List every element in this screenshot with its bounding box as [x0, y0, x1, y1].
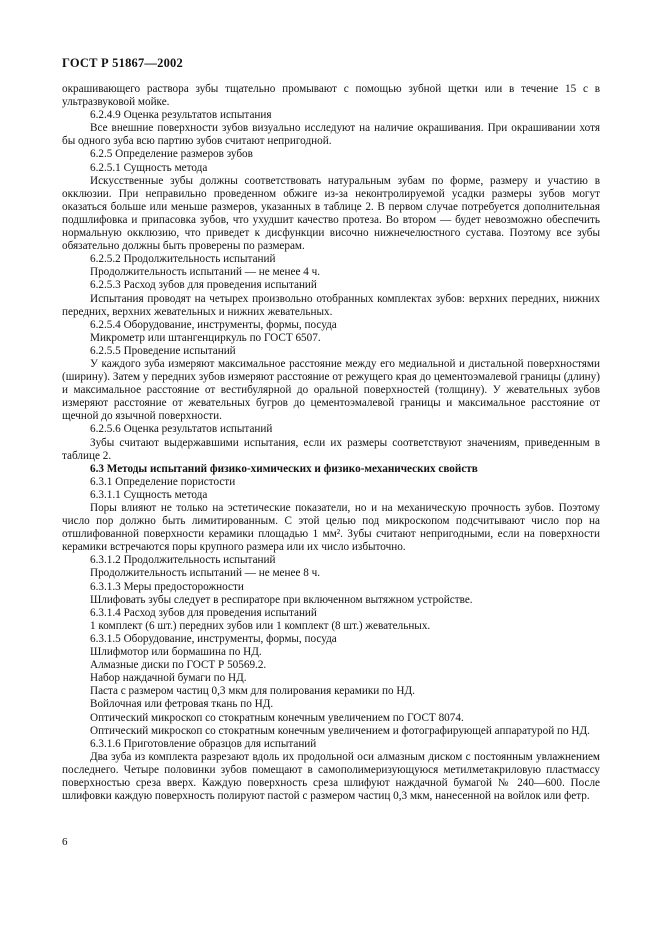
section-heading: 6.3.1.2 Продолжительность испытаний	[90, 554, 276, 567]
section-heading: 6.3.1.1 Сущность метода	[90, 488, 208, 501]
section-heading: 6.2.5.6 Оценка результатов испытаний	[90, 423, 273, 436]
section-heading: 6.2.5 Определение размеров зубов	[90, 148, 253, 161]
section-heading: 6.3.1.6 Приготовление образцов для испытаний	[90, 737, 317, 750]
section-heading: 6.2.5.5 Проведение испытаний	[90, 344, 236, 357]
paragraph: Шлифовать зубы следует в респираторе при включенном вытяжном устройстве.	[90, 593, 473, 606]
section-heading: 6.3.1.3 Меры предосторожности	[90, 580, 244, 593]
paragraph: У каждого зуба измеряют максимальное расстояние между его медиальной и дистальной поверхностями (ширину). Затем у передних зубов измеряют расстояние от режущего края до цементоэмалевой границы (длину) и максимальное расстояние от вестибулярной до оральной поверхностей (толщину). У жевательных зубов измеряют расстояние от жевательных бугров до цементоэмалевой границы и максимальное расстояние от щечной до язычной поверхности.	[62, 357, 600, 423]
document-body	[62, 83, 600, 803]
paragraph: Продолжительность испытаний — не менее 4 ч.	[90, 266, 321, 279]
section-heading: 6.2.5.3 Расход зубов для проведения испытаний	[90, 279, 317, 292]
list-item: Набор наждачной бумаги по НД.	[90, 672, 247, 685]
paragraph: Микрометр или штангенциркуль по ГОСТ 6507.	[90, 331, 321, 344]
section-heading: 6.2.4.9 Оценка результатов испытания	[90, 109, 272, 122]
document-header: ГОСТ Р 51867—2002	[62, 56, 183, 70]
paragraph: Все внешние поверхности зубов визуально исследуют на наличие окрашивания. При окрашивании хотя бы одного зуба всю партию зубов считают непригодной.	[62, 122, 600, 148]
section-heading: 6.2.5.4 Оборудование, инструменты, формы, посуда	[90, 318, 337, 331]
section-heading: 6.3.1.4 Расход зубов для проведения испытаний	[90, 606, 317, 619]
section-heading: 6.3.1.5 Оборудование, инструменты, формы, посуда	[90, 632, 337, 645]
paragraph: 1 комплект (6 шт.) передних зубов или 1 комплект (8 шт.) жевательных.	[90, 619, 431, 632]
paragraph: Испытания проводят на четырех произвольно отобранных комплектах зубов: верхних передних, нижних передних, верхних жевательных и нижних жевательных.	[62, 292, 600, 318]
list-item: Паста с размером частиц 0,3 мкм для полирования керамики по НД.	[90, 685, 415, 698]
paragraph: Искусственные зубы должны соответствовать натуральным зубам по форме, размеру и участию в окклюзии. При неправильно проведенном обжиге из-за неконтролируемой усадки размеры зубов могут оказаться больше или меньше размеров, указанных в таблице 2. В первом случае потребуется дополнительная подшлифовка и припасовка зубов, что ухудшит качество протеза. Во втором — будет невозможно обеспечить нормальную окклюзию, что приведет к дисфункции височно нижнечелюстного сустава. Поэтому все зубы обязательно должны быть проверены по размерам.	[62, 174, 600, 253]
section-heading: 6.2.5.2 Продолжительность испытаний	[90, 253, 276, 266]
paragraph: Поры влияют не только на эстетические показатели, но и на механическую прочность зубов. Поэтому число пор должно быть лимитированным. С этой целью под микроскопом подсчитывают число пор на отшлифованной поверхности керамики площадью 1 мм². Зубы считают непригодными, если на поверхности керамики встречаются поры крупного размера или их число избыточно.	[62, 502, 600, 554]
section-heading: 6.2.5.1 Сущность метода	[90, 161, 208, 174]
page-number: 6	[62, 836, 68, 848]
list-item: Оптический микроскоп со стократным конечным увеличением и фотографирующей аппаратурой по НД.	[90, 724, 590, 737]
list-item: Шлифмотор или бормашина по НД.	[90, 646, 262, 659]
section-heading: 6.3.1 Определение пористости	[90, 475, 236, 488]
paragraph: окрашивающего раствора зубы тщательно промывают с помощью зубной щетки или в течение 15 с в ультразвуковой мойке.	[62, 83, 600, 109]
list-item: Войлочная или фетровая ткань по НД.	[90, 698, 274, 711]
list-item: Оптический микроскоп со стократным конечным увеличением по ГОСТ 8074.	[90, 711, 464, 724]
paragraph: Два зуба из комплекта разрезают вдоль их продольной оси алмазным диском с постоянным увлажнением последнего. Четыре половинки зубов помещают в самополимеризующуюся метилметакриловую пластмассу поверхностью среза вверх. Каждую поверхность среза шлифуют наждачной бумагой № 240—600. После шлифовки каждую поверхность полируют пастой с размером частиц 0,3 мкм, нанесенной на войлок или фетр.	[62, 750, 600, 803]
list-item: Алмазные диски по ГОСТ Р 50569.2.	[90, 659, 267, 672]
paragraph: Зубы считают выдержавшими испытания, если их размеры соответствуют значениям, приведенным в таблице 2.	[62, 436, 600, 462]
section-heading-bold: 6.3 Методы испытаний физико-химических и физико-механических свойств	[90, 462, 478, 475]
paragraph: Продолжительность испытаний — не менее 8 ч.	[90, 567, 321, 580]
